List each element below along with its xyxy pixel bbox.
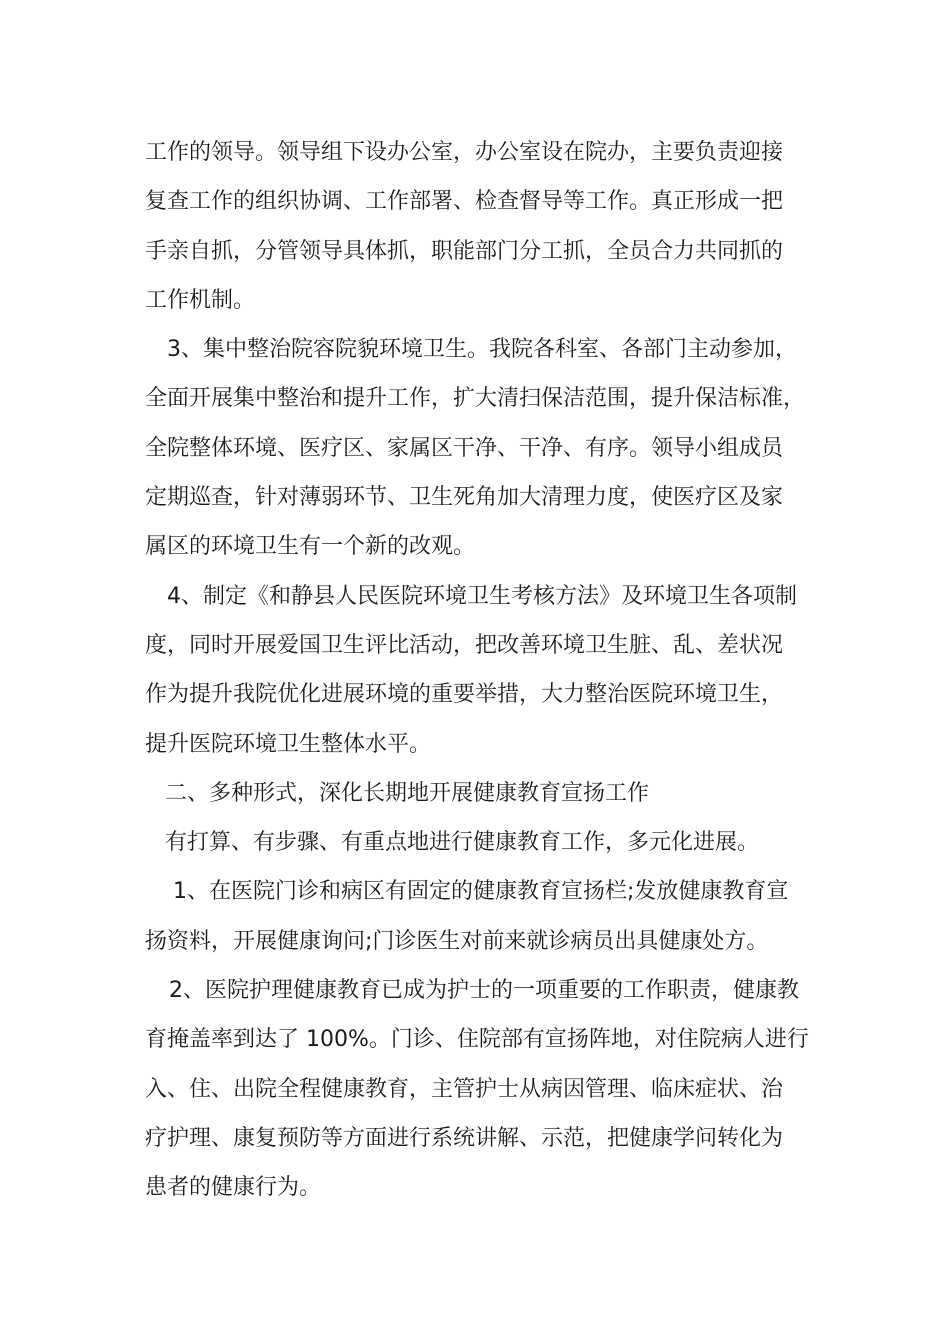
paragraph-start-line: 4、制定《和静县人民医院环境卫生考核方法》及环境卫生各项制 xyxy=(167,583,797,609)
paragraph-start-line: 3、集中整治院容院貌环境卫生。我院各科室、各部门主动参加， xyxy=(167,337,797,363)
text-line: 入、住、出院全程健康教育，主管护士从病因管理、临床症状、治 xyxy=(145,1076,784,1102)
text-line: 属区的环境卫生有一个新的改观。 xyxy=(145,534,476,560)
paragraph-start-line: 2、医院护理健康教育已成为护士的一项重要的工作职责，健康教 xyxy=(169,978,799,1004)
text-line: 患者的健康行为。 xyxy=(145,1175,322,1201)
text-line: 疗护理、康复预防等方面进行系统讲解、示范，把健康学问转化为 xyxy=(145,1125,784,1151)
text-line: 度，同时开展爱国卫生评比活动，把改善环境卫生脏、乱、差状况 xyxy=(145,632,784,658)
text-line: 提升医院环境卫生整体水平。 xyxy=(145,731,432,757)
text-line: 复查工作的组织协调、工作部署、检查督导等工作。真正形成一把 xyxy=(145,189,784,215)
paragraph-start-line: 有打算、有步骤、有重点地进行健康教育工作，多元化进展。 xyxy=(165,830,760,856)
paragraph-start-line: 1、在医院门诊和病区有固定的健康教育宣扬栏;发放健康教育宣 xyxy=(173,879,789,905)
text-line: 全面开展集中整治和提升工作，扩大清扫保洁范围，提升保洁标准， xyxy=(145,386,806,412)
text-line: 工作的领导。领导组下设办公室，办公室设在院办，主要负责迎接 xyxy=(145,140,784,165)
text-line: 作为提升我院优化进展环境的重要举措，大力整治医院环境卫生， xyxy=(145,682,784,708)
text-line: 全院整体环境、医疗区、家属区干净、干净、有序。领导小组成员 xyxy=(145,435,784,461)
text-line: 工作机制。 xyxy=(145,287,256,313)
text-line: 定期巡查，针对薄弱环节、卫生死角加大清理力度，使医疗区及家 xyxy=(145,485,784,511)
text-line: 手亲自抓，分管领导具体抓，职能部门分工抓，全员合力共同抓的 xyxy=(145,238,784,264)
section-heading: 二、多种形式，深化长期地开展健康教育宣扬工作 xyxy=(165,780,650,806)
text-line: 育掩盖率到达了 100%。门诊、住院部有宣扬阵地，对住院病人进行 xyxy=(145,1027,809,1053)
document-body xyxy=(145,128,825,1213)
text-line: 扬资料，开展健康询问;门诊医生对前来就诊病员出具健康处方。 xyxy=(145,928,769,954)
